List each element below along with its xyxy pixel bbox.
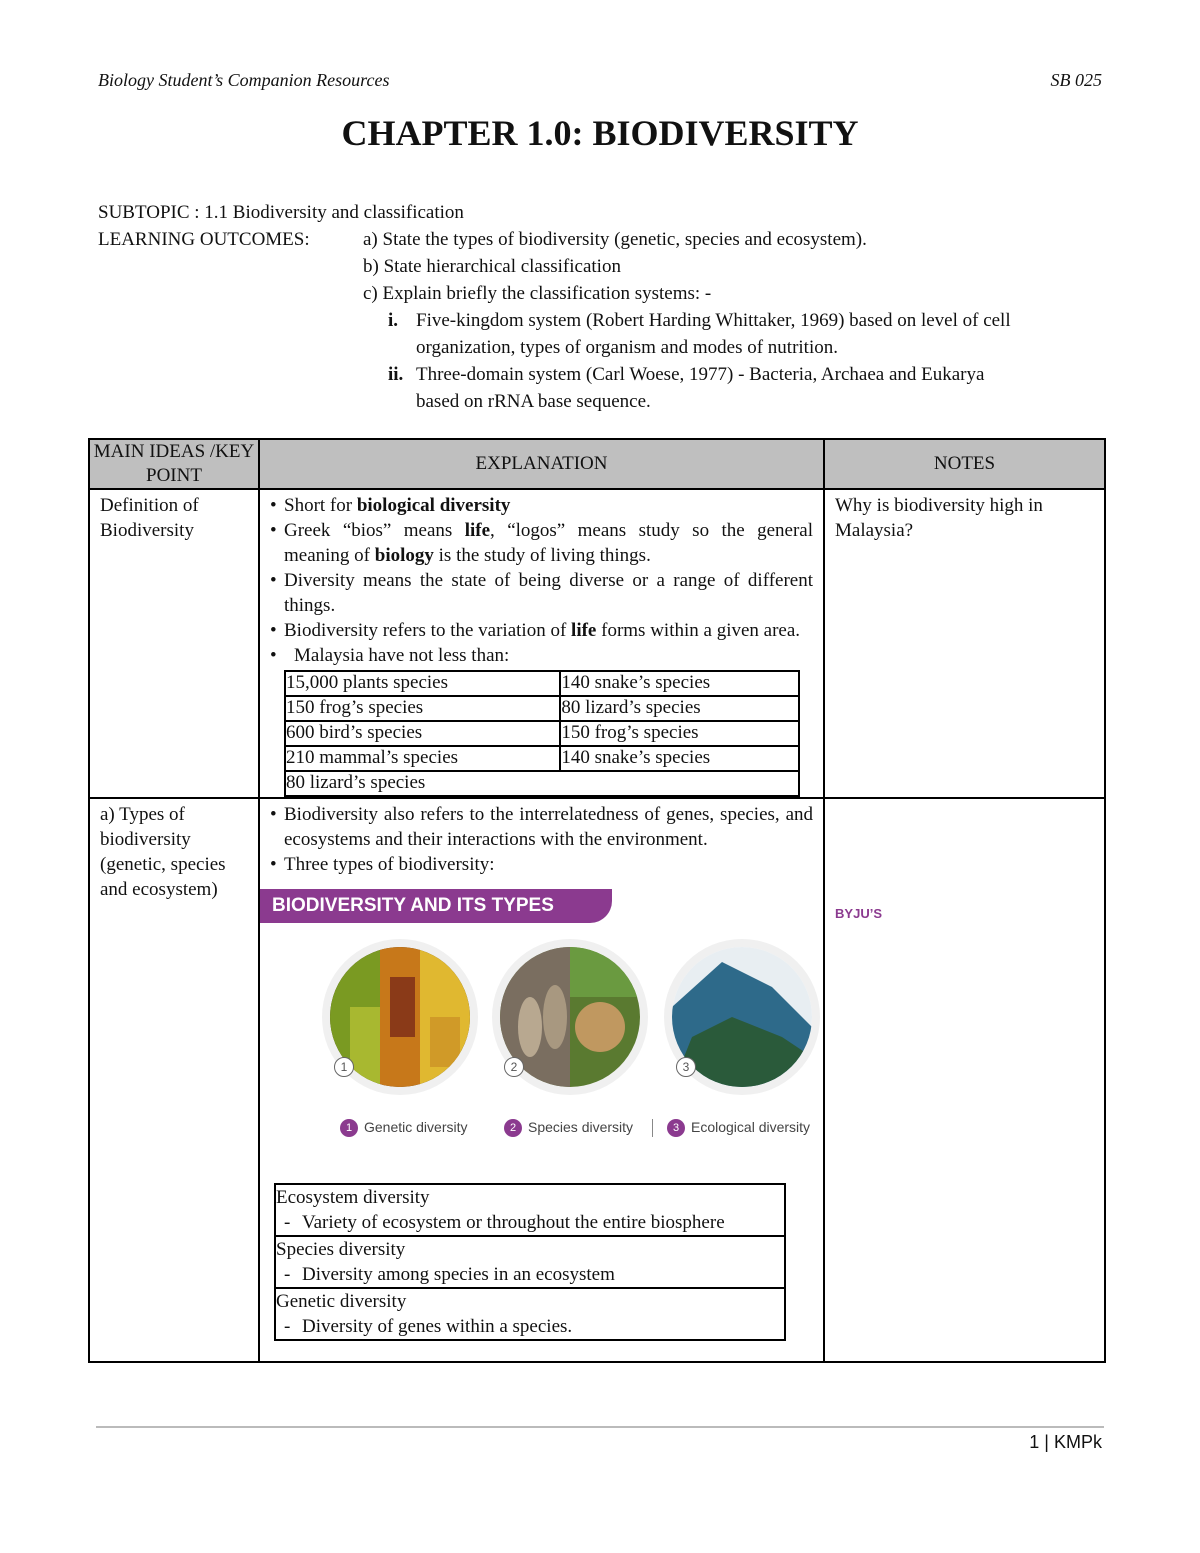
outcome-ii-line2: based on rRNA base sequence. <box>416 391 651 412</box>
diversity-images <box>260 939 823 1109</box>
learning-outcomes-label: LEARNING OUTCOMES: <box>98 229 310 250</box>
outcome-a: a) State the types of biodiversity (genetic, species and ecosystem). <box>363 229 867 250</box>
outcome-ii-line1: Three-domain system (Carl Woese, 1977) - Bacteria, Archaea and Eukarya <box>416 364 985 385</box>
header-left: Biology Student’s Companion Resources <box>98 70 390 90</box>
subtopic: SUBTOPIC : 1.1 Biodiversity and classification <box>98 202 464 223</box>
row1-key: Definition of Biodiversity <box>100 495 199 541</box>
bullet: • Three types of biodiversity: <box>270 852 813 877</box>
header-right: SB 025 <box>1050 70 1102 90</box>
bullet: • Short for biological diversity <box>270 493 813 518</box>
legend <box>260 1115 823 1145</box>
footer-divider <box>96 1426 1104 1428</box>
header-main-ideas: MAIN IDEAS /KEY POINT <box>89 439 259 489</box>
table-row: 210 mammal’s species 140 snake’s species <box>285 746 799 771</box>
legend-item: 1 Genetic diversity <box>340 1119 467 1137</box>
table-header-row <box>89 439 1105 489</box>
table-row: Genetic diversity - Diversity of genes within a species. <box>275 1288 785 1340</box>
page-title: CHAPTER 1.0: BIODIVERSITY <box>341 113 859 153</box>
legend-item: 2 Species diversity <box>504 1119 633 1137</box>
byjus-logo: BYJU’S <box>835 906 882 921</box>
outcome-i-line2: organization, types of organism and modes of nutrition. <box>416 337 838 358</box>
number-badge: 3 <box>676 1057 696 1077</box>
row2-key: a) Types of biodiversity (genetic, species and ecosystem) <box>100 804 226 900</box>
row2-note <box>825 799 1104 802</box>
header-explanation: EXPLANATION <box>259 439 824 489</box>
number-badge: 2 <box>504 1057 524 1077</box>
table-row <box>89 798 1105 1362</box>
number-badge: 1 <box>334 1057 354 1077</box>
bullet: • Diversity means the state of being diverse or a range of different things. <box>270 568 813 618</box>
diversity-types-table <box>274 1183 786 1341</box>
table-row: 15,000 plants species 140 snake’s species <box>285 671 799 696</box>
table-row: Species diversity - Diversity among species in an ecosystem <box>275 1236 785 1288</box>
bullet: • Biodiversity refers to the variation of life forms within a given area. <box>270 618 813 643</box>
page-footer: 1 | KMPk <box>1029 1432 1102 1452</box>
notes-table <box>88 438 1106 1363</box>
legend-item: 3 Ecological diversity <box>652 1119 810 1137</box>
table-row: 80 lizard’s species <box>285 771 799 796</box>
outcome-c: c) Explain briefly the classification systems: - <box>363 283 712 304</box>
species-table <box>284 670 800 797</box>
outcome-ii-num: ii. <box>388 364 404 385</box>
biodiversity-banner: BIODIVERSITY AND ITS TYPES BYJU’S <box>260 889 612 923</box>
bullet: • Malaysia have not less than: <box>270 643 813 668</box>
outcome-b: b) State hierarchical classification <box>363 256 621 277</box>
table-row <box>89 489 1105 798</box>
table-row: 600 bird’s species 150 frog’s species <box>285 721 799 746</box>
bullet: • Greek “bios” means life, “logos” means study so the general meaning of biology is the study of living things. <box>270 518 813 568</box>
intro-section <box>98 199 1098 415</box>
table-row: 150 frog’s species 80 lizard’s species <box>285 696 799 721</box>
bullet: • Biodiversity also refers to the interrelatedness of genes, species, and ecosystems and their interactions with the environment. <box>270 802 813 852</box>
table-row: Ecosystem diversity - Variety of ecosystem or throughout the entire biosphere <box>275 1184 785 1236</box>
header-notes: NOTES <box>824 439 1105 489</box>
outcome-i-num: i. <box>388 310 399 331</box>
outcome-i-line1: Five-kingdom system (Robert Harding Whittaker, 1969) based on level of cell <box>416 310 1011 331</box>
row1-note: Why is biodiversity high in Malaysia? <box>835 495 1043 541</box>
